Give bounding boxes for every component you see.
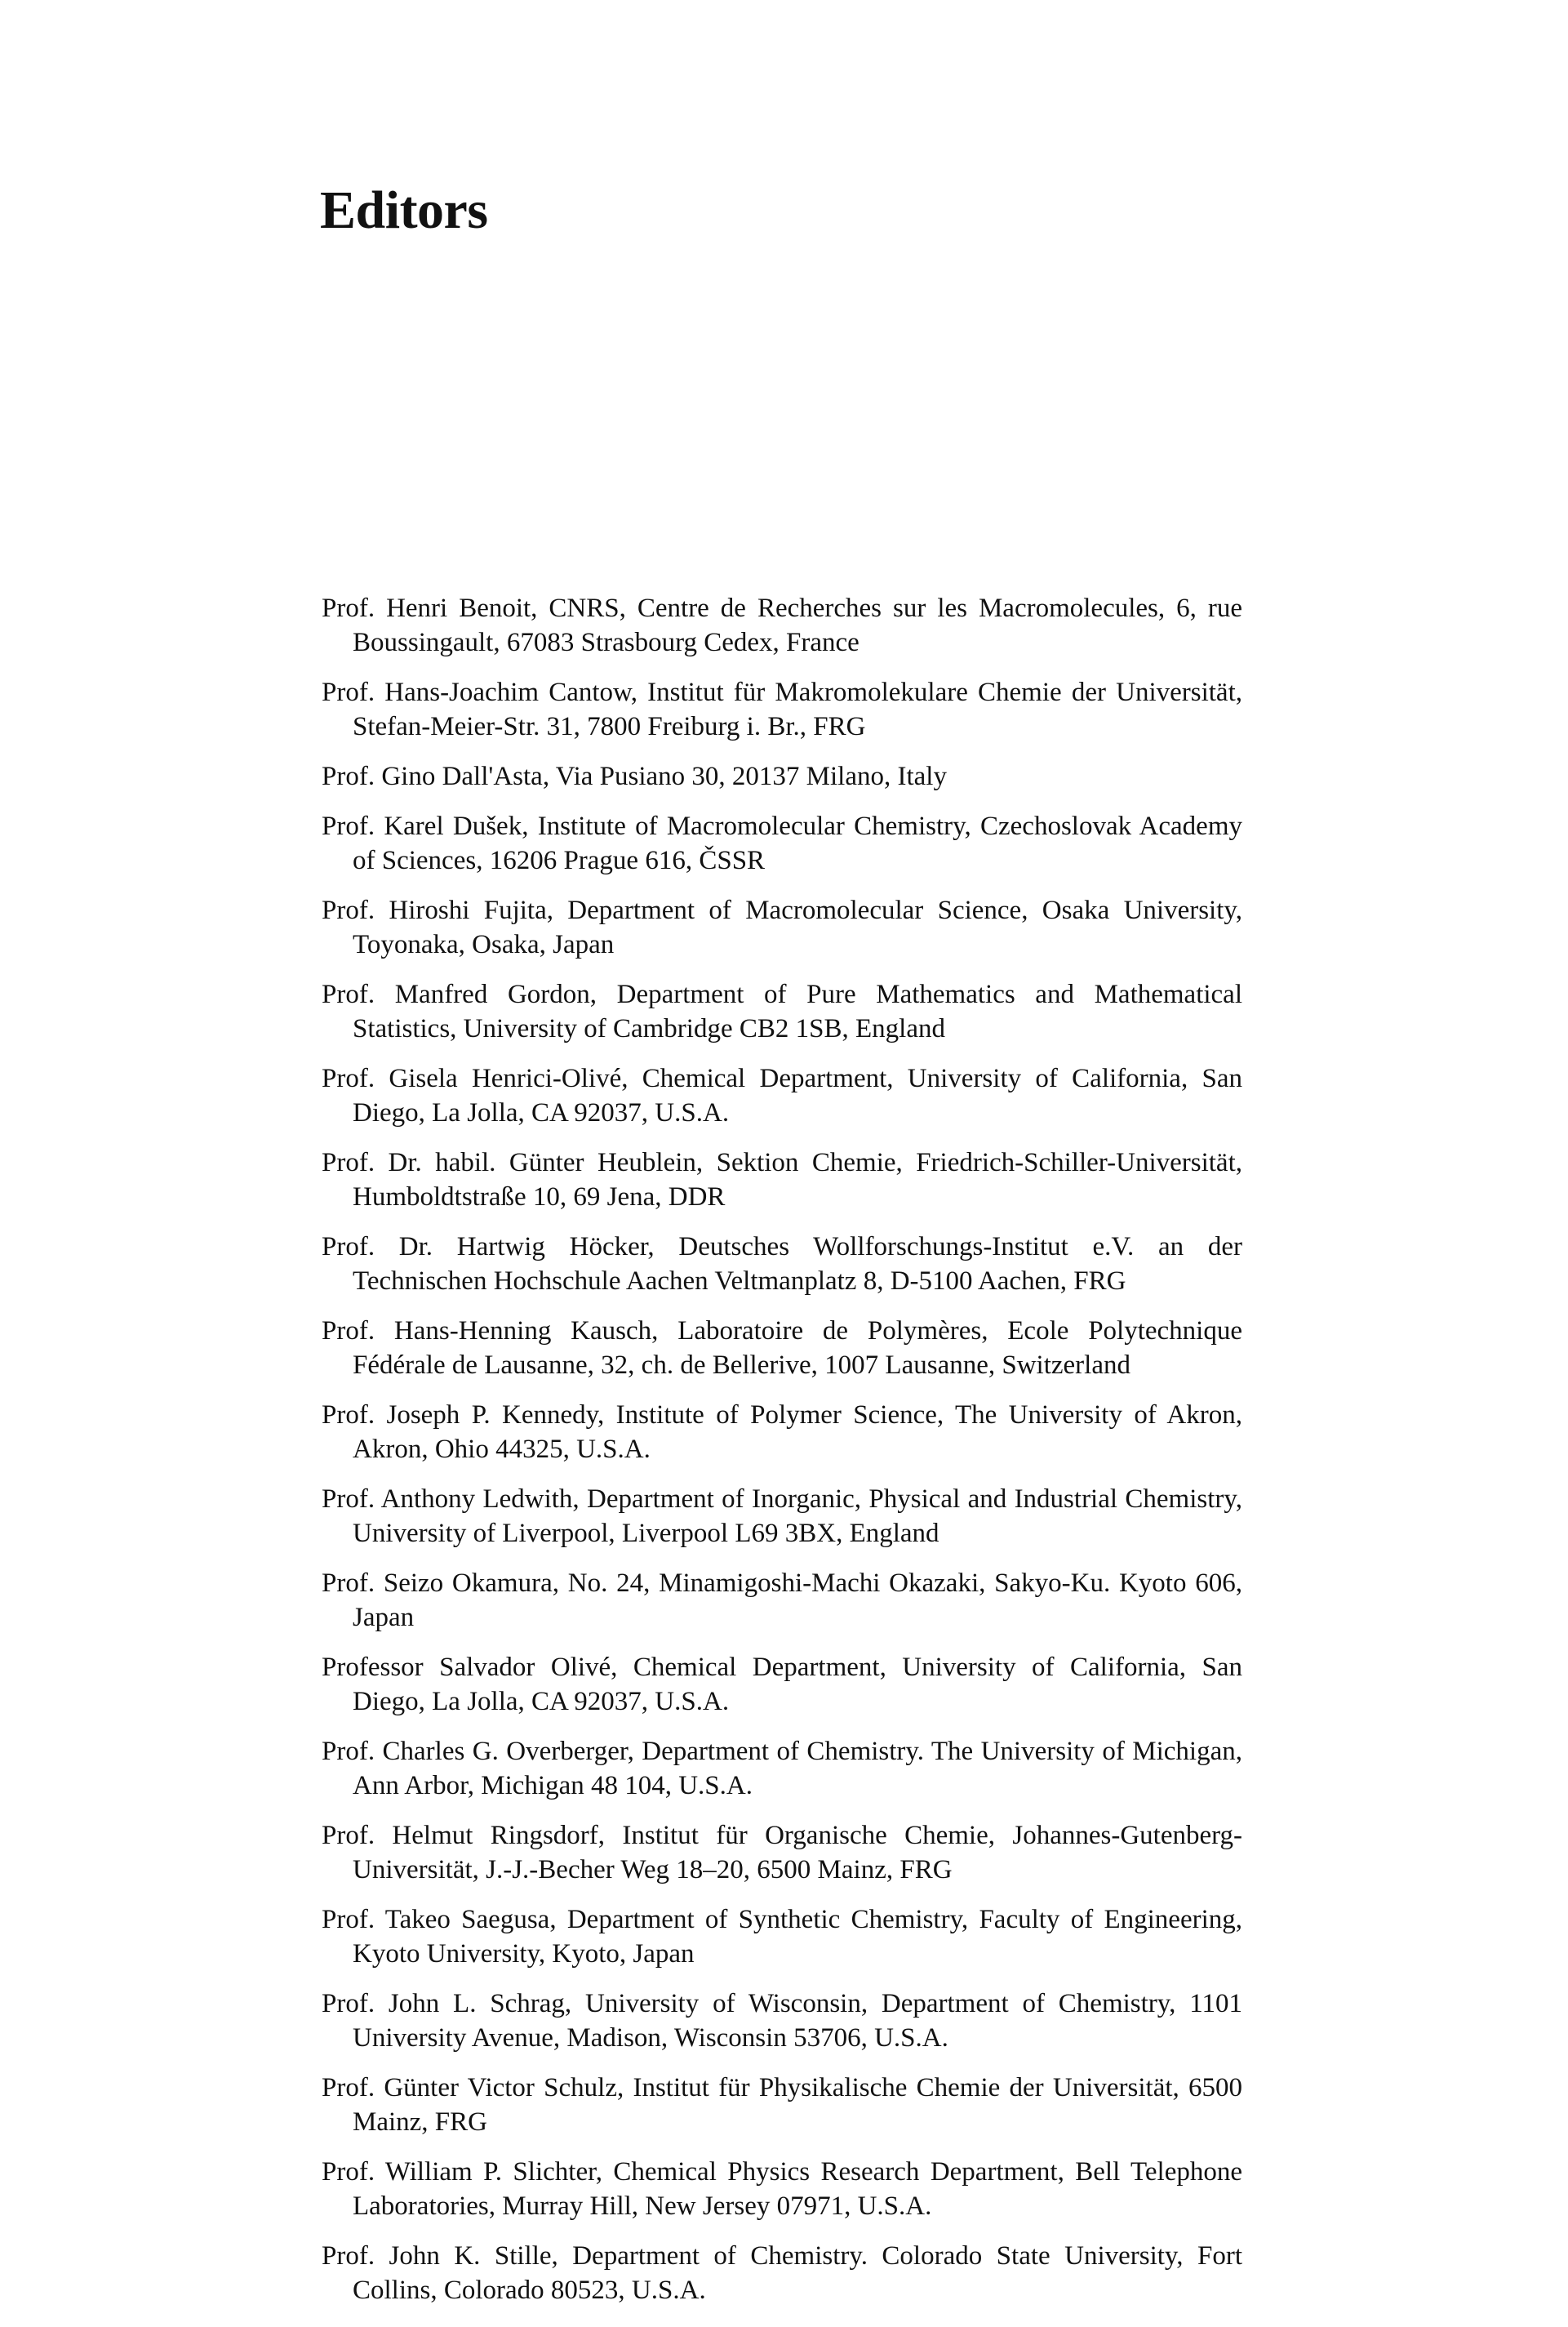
editor-entry-ringsdorf: Prof. Helmut Ringsdorf, Institut für Organische Chemie, Johannes-Gutenberg-Universität, J.-J.-Becher Weg 18–20, 6500 Mainz, FRG	[322, 1821, 1242, 1884]
editor-entry-olive: Professor Salvador Olivé, Chemical Department, University of California, San Diego, La Jolla, CA 92037, U.S.A.	[322, 1653, 1242, 1716]
editor-entry-stille: Prof. John K. Stille, Department of Chemistry. Colorado State University, Fort Collins, Colorado 80523, U.S.A.	[322, 2241, 1242, 2305]
editor-entry-saegusa: Prof. Takeo Saegusa, Department of Synthetic Chemistry, Faculty of Engineering, Kyoto University, Kyoto, Japan	[322, 1905, 1242, 1969]
editor-entry-benoit: Prof. Henri Benoit, CNRS, Centre de Recherches sur les Macromolecules, 6, rue Boussingault, 67083 Strasbourg Cedex, France	[322, 594, 1242, 657]
editor-entry-dusek: Prof. Karel Dušek, Institute of Macromolecular Chemistry, Czechoslovak Academy of Sciences, 16206 Prague 616, ČSSR	[322, 812, 1242, 875]
editor-entry-kennedy: Prof. Joseph P. Kennedy, Institute of Polymer Science, The University of Akron, Akron, Ohio 44325, U.S.A.	[322, 1400, 1242, 1464]
editor-entry-schulz: Prof. Günter Victor Schulz, Institut für Physikalische Chemie der Universität, 6500 Mainz, FRG	[322, 2073, 1242, 2137]
editor-entry-hocker: Prof. Dr. Hartwig Höcker, Deutsches Wollforschungs-Institut e.V. an der Technischen Hochschule Aachen Veltmanplatz 8, D-5100 Aachen, FRG	[322, 1232, 1242, 1296]
editor-entry-schrag: Prof. John L. Schrag, University of Wisconsin, Department of Chemistry, 1101 University Avenue, Madison, Wisconsin 53706, U.S.A.	[322, 1989, 1242, 2053]
editors-list	[322, 591, 1242, 2323]
editor-entry-okamura: Prof. Seizo Okamura, No. 24, Minamigoshi-Machi Okazaki, Sakyo-Ku. Kyoto 606, Japan	[322, 1568, 1242, 1632]
editor-entry-heublein: Prof. Dr. habil. Günter Heublein, Sektion Chemie, Friedrich-Schiller-Universität, Humboldtstraße 10, 69 Jena, DDR	[322, 1148, 1242, 1212]
editor-entry-kausch: Prof. Hans-Henning Kausch, Laboratoire de Polymères, Ecole Polytechnique Fédérale de Lausanne, 32, ch. de Bellerive, 1007 Lausanne, Switzerland	[322, 1316, 1242, 1380]
editor-entry-fujita: Prof. Hiroshi Fujita, Department of Macromolecular Science, Osaka University, Toyonaka, Osaka, Japan	[322, 896, 1242, 959]
editor-entry-ledwith: Prof. Anthony Ledwith, Department of Inorganic, Physical and Industrial Chemistry, University of Liverpool, Liverpool L69 3BX, England	[322, 1484, 1242, 1548]
editor-entry-overberger: Prof. Charles G. Overberger, Department of Chemistry. The University of Michigan, Ann Arbor, Michigan 48 104, U.S.A.	[322, 1737, 1242, 1800]
editor-entry-gordon: Prof. Manfred Gordon, Department of Pure Mathematics and Mathematical Statistics, University of Cambridge CB2 1SB, England	[322, 980, 1242, 1043]
page-title: Editors	[320, 180, 488, 240]
editor-entry-cantow: Prof. Hans-Joachim Cantow, Institut für Makromolekulare Chemie der Universität, Stefan-Meier-Str. 31, 7800 Freiburg i. Br., FRG	[322, 678, 1242, 741]
editor-entry-dallasta: Prof. Gino Dall'Asta, Via Pusiano 30, 20137 Milano, Italy	[322, 762, 947, 791]
editor-entry-henrici-olive: Prof. Gisela Henrici-Olivé, Chemical Department, University of California, San Diego, La Jolla, CA 92037, U.S.A.	[322, 1064, 1242, 1128]
editor-entry-slichter: Prof. William P. Slichter, Chemical Physics Research Department, Bell Telephone Laboratories, Murray Hill, New Jersey 07971, U.S.A.	[322, 2157, 1242, 2221]
